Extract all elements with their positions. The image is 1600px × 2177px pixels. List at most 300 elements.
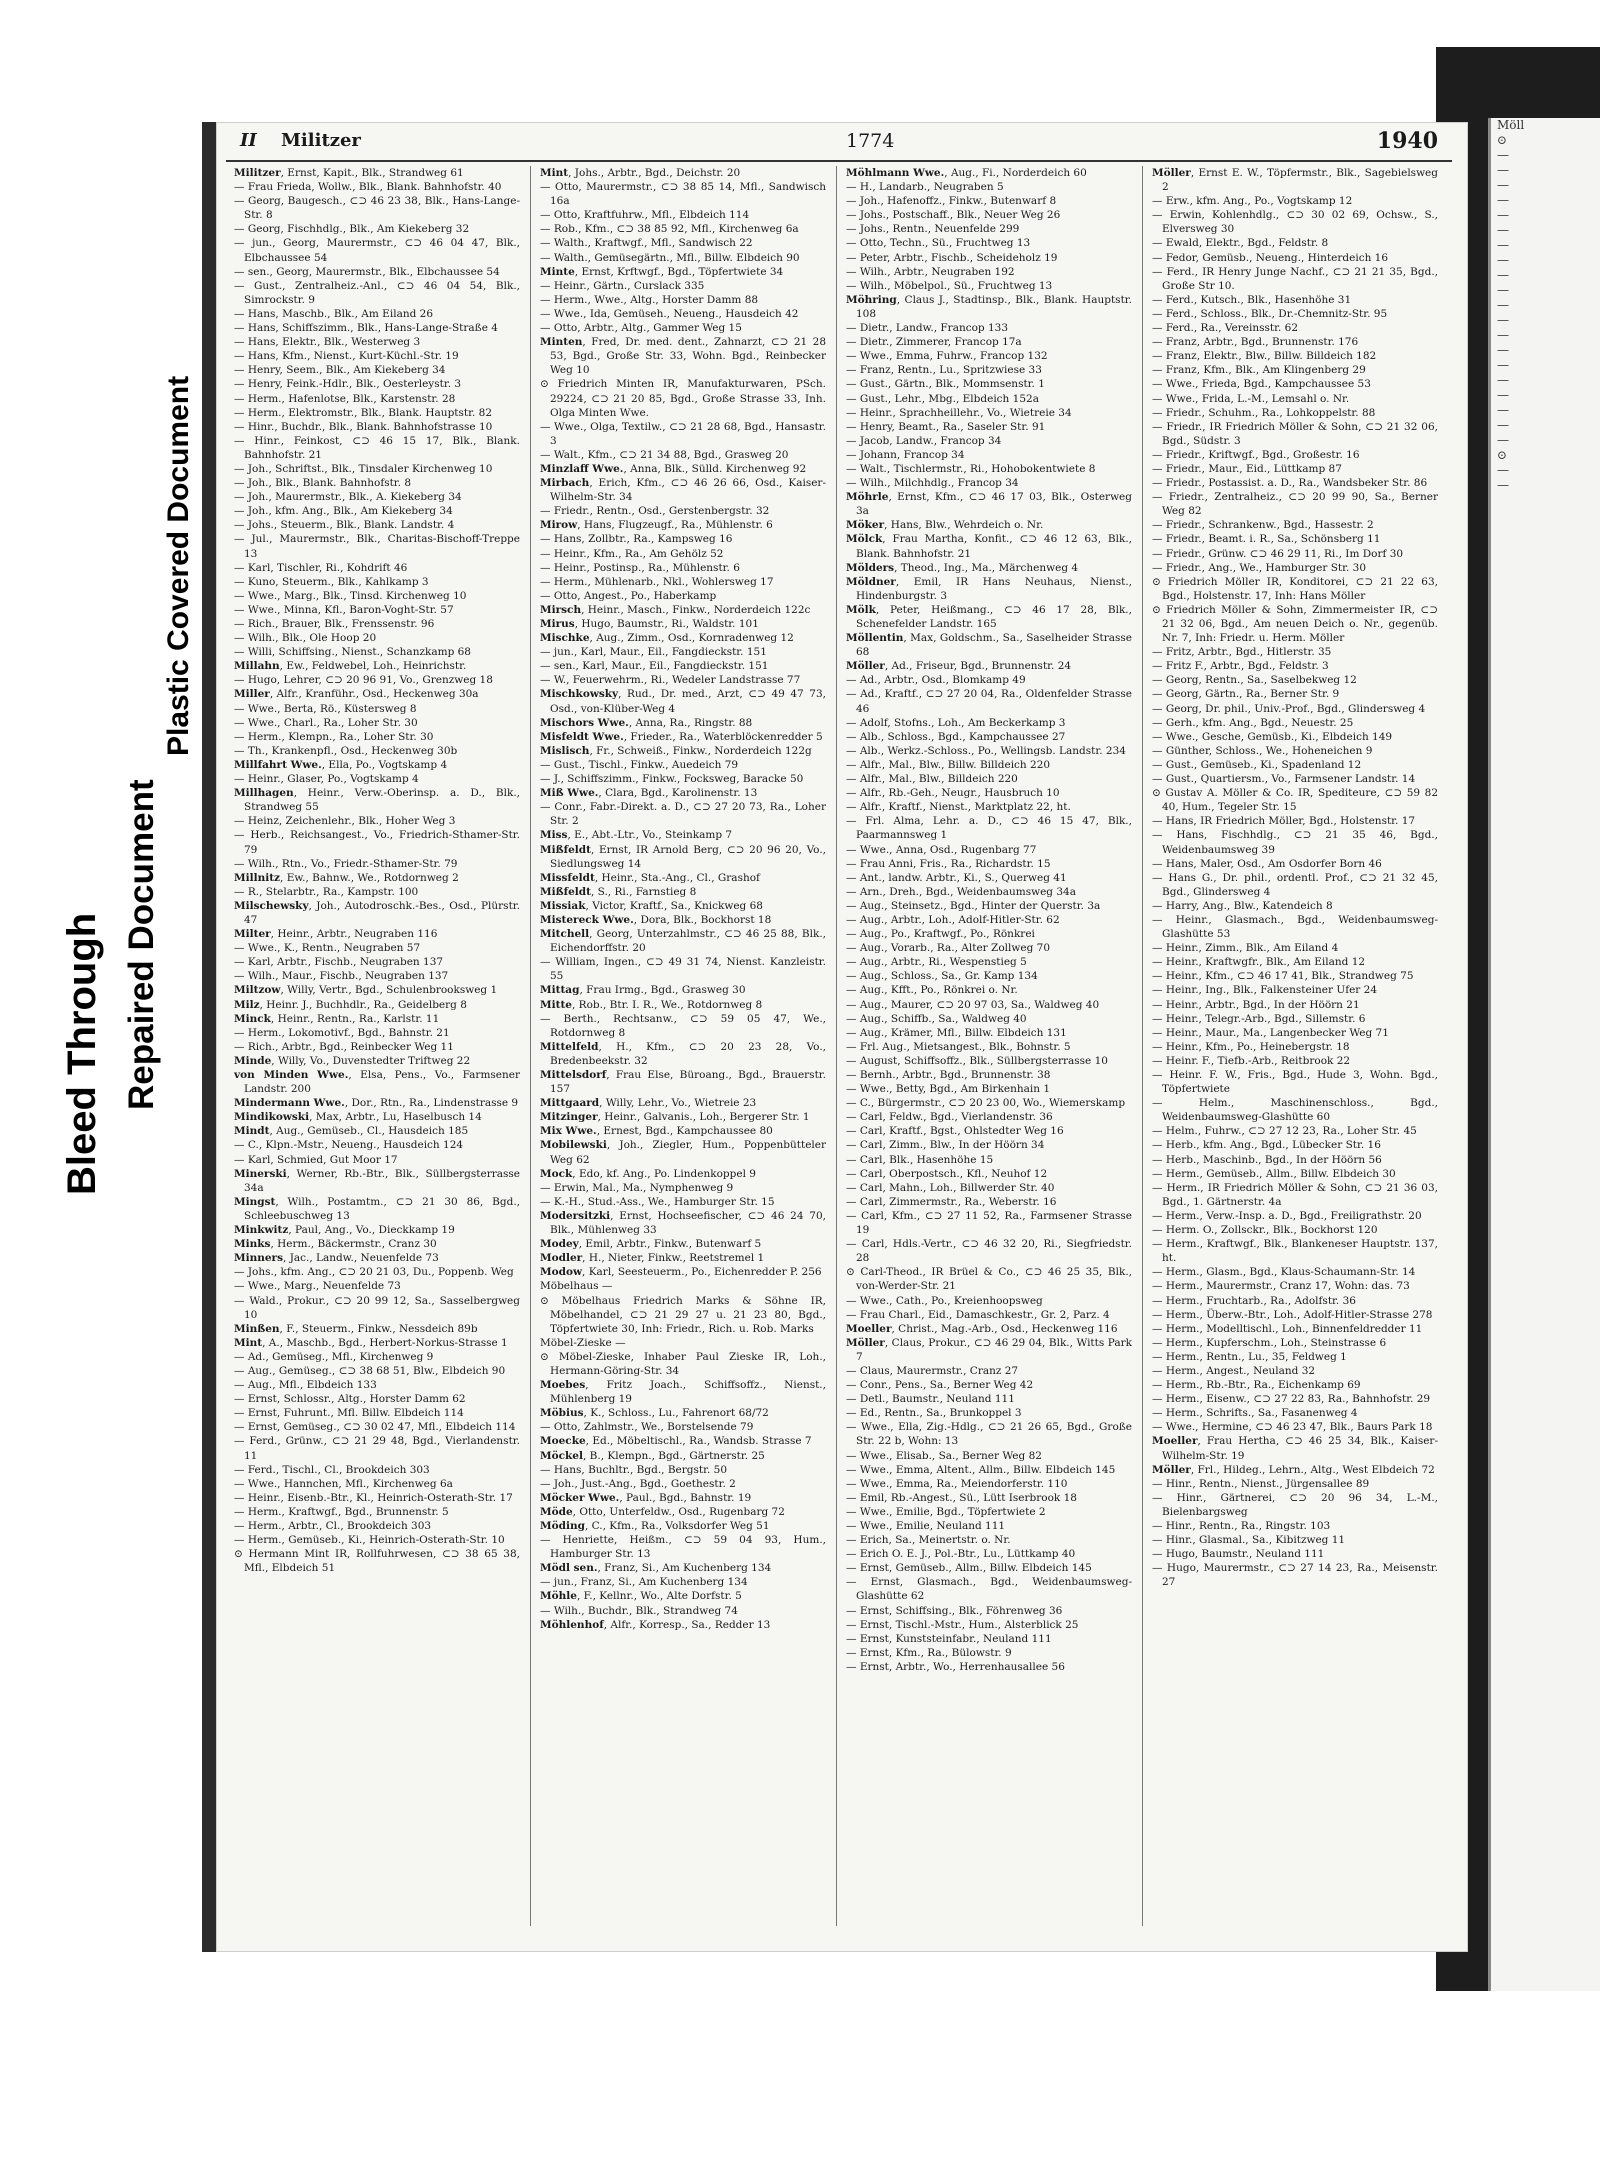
directory-entry: — William, Ingen., ⊂⊃ 49 31 74, Nienst. Kanzleistr. 55 [540, 956, 826, 983]
directory-entry: Mölk, Peter, Heißmang., ⊂⊃ 46 17 28, Blk., Schenefelder Landstr. 165 [846, 603, 1132, 630]
directory-entry: — Friedr., Beamt. i. R., Sa., Schönsberg 11 [1152, 533, 1381, 546]
directory-entry: — Franz, Elektr., Blw., Billw. Billdeich 182 [1152, 350, 1377, 363]
directory-entry: Minde, Willy, Vo., Duvenstedter Triftweg 22 [234, 1054, 471, 1067]
directory-entry: ⊙ Friedrich Möller IR, Konditorei, ⊂⊃ 21 22 63, Bgd., Holstenstr. 17, Inh: Hans Möller [1152, 575, 1438, 602]
directory-entry: — Georg, Gärtn., Ra., Berner Str. 9 [1152, 688, 1340, 701]
directory-entry: — Walt., Tischlermstr., Ri., Hohobokentwiete 8 [846, 462, 1096, 475]
directory-entry: — Heinr., Ing., Blk., Falkensteiner Ufer 24 [1152, 984, 1378, 997]
directory-entry: Moecke, Ed., Möbeltischl., Ra., Wandsb. Strasse 7 [540, 1435, 812, 1448]
directory-entry: Mischkowsky, Rud., Dr. med., Arzt, ⊂⊃ 49 47 73, Osd., von-Klüber-Weg 4 [540, 688, 826, 715]
directory-entry: — Franz, Arbtr., Bgd., Brunnenstr. 176 [1152, 336, 1359, 349]
directory-entry: — Gust., Lehr., Mbg., Elbdeich 152a [846, 392, 1039, 405]
directory-entry: — Ant., landw. Arbtr., Ki., S., Querweg 41 [846, 871, 1067, 884]
facing-page-fragment: — [1497, 208, 1509, 222]
directory-entry: — Hans G., Dr. phil., ordentl. Prof., ⊂⊃ 21 32 45, Bgd., Glindersweg 4 [1152, 871, 1438, 898]
directory-entry: — Wwe., Betty, Bgd., Am Birkenhain 1 [846, 1083, 1051, 1096]
directory-entry: ⊙ Möbelhaus Friedrich Marks & Söhne IR, Möbelhandel, ⊂⊃ 21 29 27 u. 21 23 80, Bgd., Töpfertwiete 30, Inh: Friedr., Rich. u. Rob. Marks [540, 1294, 826, 1335]
directory-entry: — Herm., Kraftwgf., Blk., Blankeneser Hauptstr. 137, ht. [1152, 1238, 1438, 1265]
directory-entry: — Alfr., Mal., Blw., Billw. Billdeich 220 [846, 758, 1051, 771]
directory-entry: — Herm., Glasm., Bgd., Klaus-Schaumann-Str. 14 [1152, 1266, 1416, 1279]
directory-entry: Möldner, Emil, IR Hans Neuhaus, Nienst., Hindenburgstr. 3 [846, 575, 1132, 602]
directory-entry: Modow, Karl, Seesteuerm., Po., Eichenredder P. 256 [540, 1266, 822, 1279]
directory-entry: — Joh., Maurermstr., Blk., A. Kiekeberg 34 [234, 491, 462, 504]
directory-entry: — Heinr., Postinsp., Ra., Mühlenstr. 6 [540, 561, 740, 574]
directory-entry: — Adolf, Stofns., Loh., Am Beckerkamp 3 [846, 716, 1066, 729]
directory-entry: — Friedr., Postassist. a. D., Ra., Wandsbeker Str. 86 [1152, 477, 1428, 490]
directory-entry: — Dietr., Zimmerer, Francop 17a [846, 336, 1022, 349]
directory-entry: — Hinr., Buchdr., Blk., Blank. Bahnhofstrasse 10 [234, 420, 493, 433]
directory-entry: — Wilh., Rtn., Vo., Friedr.-Sthamer-Str. 79 [234, 857, 458, 870]
directory-entry: — Hinr., Rentn., Ra., Ringstr. 103 [1152, 1520, 1331, 1532]
facing-page-fragment: — [1497, 313, 1509, 327]
directory-entry: — Friedr., Schrankenw., Bgd., Hassestr. 2 [1152, 519, 1374, 532]
directory-entry: Mölders, Theod., Ing., Ma., Märchenweg 4 [846, 561, 1079, 574]
directory-entry: — Carl, Hdls.-Vertr., ⊂⊃ 46 32 20, Ri., Siegfriedstr. 28 [846, 1238, 1132, 1265]
directory-entry: — Alfr., Kraftf., Nienst., Marktplatz 22, ht. [846, 801, 1071, 814]
directory-entry: — Hans, Schiffszimm., Blk., Hans-Lange-Straße 4 [234, 322, 498, 335]
directory-entry: Misfeldt Wwe., Frieder., Ra., Waterblöckenredder 5 [540, 730, 823, 743]
facing-page-fragment: — [1497, 418, 1509, 432]
directory-entry: — Conr., Fabr.-Direkt. a. D., ⊂⊃ 27 20 73, Ra., Loher Str. 2 [540, 801, 826, 828]
directory-entry: Milter, Heinr., Arbtr., Neugraben 116 [234, 928, 438, 941]
directory-entry: — Carl, Feldw., Bgd., Vierlandenstr. 36 [846, 1111, 1053, 1124]
directory-entry: Minkwitz, Paul, Ang., Vo., Dieckkamp 19 [234, 1224, 455, 1237]
directory-entry: von Minden Wwe., Elsa, Pens., Vo., Farmsener Landstr. 200 [234, 1069, 520, 1096]
directory-entry: Mißfeldt, Ernst, IR Arnold Berg, ⊂⊃ 20 96 20, Vo., Siedlungsweg 14 [540, 843, 826, 870]
facing-page-fragment: — [1497, 463, 1509, 477]
directory-entry: — Helm., Maschinenschloss., Bgd., Weidenbaumsweg-Glashütte 60 [1152, 1097, 1438, 1124]
directory-entry: Möbius, K., Schloss., Lu., Fahrenort 68/72 [540, 1407, 769, 1420]
plastic-covered-label: Plastic Covered Document [162, 375, 195, 756]
directory-entry: — Joh., Hafenoffz., Finkw., Butenwarf 8 [846, 195, 1057, 208]
facing-page-fragment: — [1497, 478, 1509, 492]
directory-entry: Moebes, Fritz Joach., Schiffsoffz., Nienst., Mühlenberg 19 [540, 1379, 826, 1406]
directory-entry: — jun., Franz, Si., Am Kuchenberg 134 [540, 1576, 748, 1589]
directory-entry: Mislisch, Fr., Schweiß., Finkw., Norderdeich 122g [540, 744, 812, 757]
directory-entry: — Otto, Arbtr., Altg., Gammer Weg 15 [540, 322, 742, 335]
directory-entry: — Erw., kfm. Ang., Po., Vogtskamp 12 [1152, 195, 1353, 208]
directory-entry: Miß Wwe., Clara, Bgd., Karolinenstr. 13 [540, 787, 758, 800]
directory-entry: — Rob., Kfm., ⊂⊃ 38 85 92, Mfl., Kirchenweg 6a [540, 223, 799, 236]
directory-entry: — Rich., Brauer, Blk., Frenssenstr. 96 [234, 618, 435, 630]
directory-entry: — Franz, Kfm., Blk., Am Klingenberg 29 [1152, 364, 1366, 377]
directory-entry: — Friedr., IR Friedrich Möller & Sohn, ⊂⊃ 21 32 06, Bgd., Südstr. 3 [1152, 420, 1438, 447]
directory-entry: — Arn., Dreh., Bgd., Weidenbaumsweg 34a [846, 885, 1076, 898]
directory-entry: — Gust., Gemüseb., Ki., Spadenland 12 [1152, 758, 1362, 771]
directory-entry: — Heinr. F. W., Fris., Bgd., Hude 3, Wohn. Bgd., Töpfertwiete [1152, 1069, 1438, 1096]
directory-entry: — R., Stelarbtr., Ra., Kampstr. 100 [234, 885, 419, 898]
directory-entry: Mirsch, Heinr., Masch., Finkw., Norderdeich 122c [540, 603, 811, 616]
directory-entry: — Frau Charl., Eid., Damaschkestr., Gr. 2, Parz. 4 [846, 1308, 1110, 1321]
directory-entry: — Karl, Schmied, Gut Moor 17 [234, 1153, 398, 1166]
directory-entry: — Georg, Dr. phil., Univ.-Prof., Bgd., Glindersweg 4 [1152, 702, 1426, 715]
directory-entry: Mint, Johs., Arbtr., Bgd., Deichstr. 20 [540, 167, 741, 179]
directory-entry: — Joh., kfm. Ang., Blk., Am Kiekeberg 34 [234, 505, 453, 518]
directory-entry: — Franz, Rentn., Lu., Spritzwiese 33 [846, 364, 1042, 377]
directory-entry: — Herm., Kraftwgf., Bgd., Brunnenstr. 5 [234, 1505, 449, 1518]
directory-entry: Möckel, B., Klempn., Bgd., Gärtnerstr. 25 [540, 1449, 765, 1462]
directory-entry: — K.-H., Stud.-Ass., We., Hamburger Str. 15 [540, 1195, 775, 1208]
directory-entry: — Hugo, Lehrer, ⊂⊃ 20 96 91, Vo., Grenzweg 18 [234, 674, 493, 687]
directory-entry: Möbelhaus — [540, 1280, 613, 1293]
directory-entry: — Walth., Gemüsegärtn., Mfl., Billw. Elbdeich 90 [540, 251, 800, 264]
directory-entry: — Gust., Gärtn., Blk., Mommsenstr. 1 [846, 378, 1045, 391]
directory-entry: Minten, Fred, Dr. med. dent., Zahnarzt, ⊂⊃ 21 28 53, Bgd., Große Str. 33, Wohn. Bgd., Reinbecker Weg 10 [540, 336, 826, 377]
directory-entry: — Frl. Aug., Mietsangest., Blk., Bohnstr. 5 [846, 1040, 1071, 1053]
directory-entry: — H., Landarb., Neugraben 5 [846, 181, 1004, 194]
directory-entry: — Aug., Arbtr., Loh., Adolf-Hitler-Str. 62 [846, 913, 1060, 926]
directory-entry: — Peter, Arbtr., Fischb., Scheideholz 19 [846, 251, 1058, 264]
directory-entry: — Wwe., Gesche, Gemüsb., Ki., Elbdeich 149 [1152, 730, 1393, 743]
directory-entry: — Wwe., Olga, Textilw., ⊂⊃ 21 28 68, Bgd., Hansastr. 3 [540, 420, 826, 447]
directory-entry: — Ernst, Tischl.-Mstr., Hum., Alsterblick 25 [846, 1618, 1079, 1631]
directory-entry: — Heinr., Glaser, Po., Vogtskamp 4 [234, 773, 419, 786]
directory-entry: — Ernst, Kunststeinfabr., Neuland 111 [846, 1632, 1052, 1645]
directory-entry: — Ernst, Fuhrunt., Mfl. Billw. Elbdeich 114 [234, 1407, 464, 1420]
facing-page-strip [1488, 118, 1600, 1991]
directory-entry: — Erwin, Mal., Ma., Nymphenweg 9 [540, 1181, 734, 1194]
directory-entry: — Walt., Kfm., ⊂⊃ 21 34 88, Bgd., Grasweg 20 [540, 448, 789, 461]
directory-entry: — Heinr., Sprachheillehr., Vo., Wietreie 34 [846, 406, 1072, 419]
directory-entry: — Wald., Prokur., ⊂⊃ 20 99 12, Sa., Sasselbergweg 10 [234, 1294, 520, 1321]
directory-entry: — Rich., Arbtr., Bgd., Reinbecker Weg 11 [234, 1040, 454, 1053]
directory-entry: — Friedr., Schuhm., Ra., Lohkoppelstr. 88 [1152, 406, 1376, 419]
directory-entry: — Friedr., Zentralheiz., ⊂⊃ 20 99 90, Sa., Berner Weg 82 [1152, 491, 1438, 518]
directory-entry: Mindermann Wwe., Dor., Rtn., Ra., Lindenstrasse 9 [234, 1097, 519, 1110]
directory-entry: — Berth., Rechtsanw., ⊂⊃ 59 05 47, We., Rotdornweg 8 [540, 1012, 826, 1039]
directory-entry: Möller, Frl., Hildeg., Lehrn., Altg., West Elbdeich 72 [1152, 1463, 1435, 1476]
directory-entry: — Aug., Schiffb., Sa., Waldweg 40 [846, 1012, 1027, 1025]
directory-entry: — Aug., Arbtr., Ri., Wespenstieg 5 [846, 956, 1027, 969]
directory-entry: — Hans, Kfm., Nienst., Kurt-Küchl.-Str. 19 [234, 350, 459, 363]
directory-entry: Millnitz, Ew., Bahnw., We., Rotdornweg 2 [234, 871, 459, 884]
directory-entry: — Hans, Maschb., Blk., Am Eiland 26 [234, 307, 434, 320]
directory-entry: — Frl. Alma, Lehr. a. D., ⊂⊃ 46 15 47, Blk., Paarmannsweg 1 [846, 815, 1132, 842]
facing-page-fragment: — [1497, 388, 1509, 402]
directory-entry: Möhle, F., Kellnr., Wo., Alte Dorfstr. 5 [540, 1590, 742, 1603]
directory-entry: — Carl, Oberpostsch., Kfl., Neuhof 12 [846, 1167, 1048, 1180]
directory-entry: Minck, Heinr., Rentn., Ra., Karlstr. 11 [234, 1012, 440, 1025]
directory-entry: Möhlmann Wwe., Aug., Fi., Norderdeich 60 [846, 167, 1087, 179]
directory-entry: — Heinr. F., Tiefb.-Arb., Reitbrook 22 [1152, 1054, 1351, 1067]
directory-entry: — Hans, Maler, Osd., Am Osdorfer Born 46 [1152, 857, 1382, 870]
directory-entry: — Wilh., Milchhdlg., Francop 34 [846, 477, 1019, 490]
directory-entry: — Wwe., Emma, Altent., Allm., Billw. Elbdeich 145 [846, 1463, 1116, 1476]
directory-entry: — Otto, Kraftfuhrw., Mfl., Elbdeich 114 [540, 209, 750, 222]
directory-entry: — Herm., Verw.-Insp. a. D., Bgd., Freiligrathstr. 20 [1152, 1209, 1422, 1222]
directory-entry: — Georg, Baugesch., ⊂⊃ 46 23 38, Blk., Hans-Lange-Str. 8 [234, 195, 520, 222]
directory-entry: — Johs., kfm. Ang., ⊂⊃ 20 21 03, Du., Poppenb. Weg [234, 1266, 514, 1279]
directory-entry: Möllentin, Max, Goldschm., Sa., Saselheider Strasse 68 [846, 632, 1132, 659]
facing-page-fragment: ⊙ [1497, 133, 1508, 147]
directory-entry: — Emil, Rb.-Angest., Sü., Lütt Iserbrook 18 [846, 1491, 1077, 1504]
directory-entry: Minte, Ernst, Krftwgf., Bgd., Töpfertwiete 34 [540, 265, 784, 278]
directory-entry: — Harry, Ang., Blw., Katendeich 8 [1152, 899, 1333, 912]
directory-entry: — Herm., Maurermstr., Cranz 17, Wohn: das. 73 [1152, 1280, 1410, 1293]
directory-entry: — Heinr., Kfm., ⊂⊃ 46 17 41, Blk., Strandweg 75 [1152, 970, 1414, 983]
directory-entry: — Claus, Maurermstr., Cranz 27 [846, 1364, 1019, 1377]
repaired-document-label: Repaired Document [122, 779, 161, 1110]
directory-entry: Möhring, Claus J., Stadtinsp., Blk., Blank. Hauptstr. 108 [846, 293, 1132, 320]
facing-page-fragment: — [1497, 433, 1509, 447]
directory-entry: — Herm., Rb.-Btr., Ra., Eichenkamp 69 [1152, 1379, 1361, 1392]
directory-entry: — Wwe., Minna, Kfl., Baron-Voght-Str. 57 [234, 603, 454, 616]
directory-entry: — Wwe., Marg., Neuenfelde 73 [234, 1280, 401, 1293]
directory-entry: — Ad., Kraftf., ⊂⊃ 27 20 04, Ra., Oldenfelder Strasse 46 [846, 688, 1132, 715]
directory-entry: Milschewsky, Joh., Autodroschk.-Bes., Osd., Plürstr. 47 [234, 899, 520, 926]
directory-entry: — Heinr., Glasmach., Bgd., Weidenbaumsweg-Glashütte 53 [1152, 913, 1438, 941]
directory-entry: Missiak, Victor, Kraftf., Sa., Knickweg 68 [540, 899, 763, 912]
directory-entry: — Heinr., Eisenb.-Btr., Kl., Heinrich-Osterath-Str. 17 [234, 1491, 513, 1504]
directory-entry: — Carl, Zimm., Blw., In der Höörn 34 [846, 1139, 1045, 1152]
directory-entry: — Herm., Gemüseb., Allm., Billw. Elbdeich 30 [1152, 1167, 1396, 1180]
directory-entry: — Henry, Beamt., Ra., Saseler Str. 91 [846, 420, 1046, 433]
directory-entry: — Ferd., IR Henry Junge Nachf., ⊂⊃ 21 21 35, Bgd., Große Str 10. [1152, 265, 1438, 292]
page-number: 1774 [846, 130, 895, 152]
directory-entry: — Ernst, Gemüseg., ⊂⊃ 30 02 47, Mfl., Elbdeich 114 [234, 1421, 516, 1434]
directory-entry: — Friedr., Kriftwgf., Bgd., Großestr. 16 [1152, 448, 1360, 461]
directory-entry: Mittelfeld, H., Kfm., ⊂⊃ 20 23 28, Vo., Bredenbeekstr. 32 [540, 1040, 826, 1067]
directory-entry: — Carl, Blk., Hasenhöhe 15 [846, 1153, 994, 1166]
directory-entry: — Hinr., Gärtnerei, ⊂⊃ 20 96 34, L.-M., Bielenbargsweg [1152, 1491, 1438, 1518]
directory-entry: — Hans, Fischhdlg., ⊂⊃ 21 35 46, Bgd., Weidenbaumsweg 39 [1152, 829, 1438, 856]
directory-entry: — Ewald, Elektr., Bgd., Feldstr. 8 [1152, 237, 1329, 250]
directory-entry: — Aug., Mfl., Elbdeich 133 [234, 1379, 377, 1392]
directory-entry: — Otto, Angest., Po., Haberkamp [540, 589, 717, 602]
directory-entry: Missfeldt, Heinr., Sta.-Ang., Cl., Grashof [540, 871, 760, 884]
column-rule [530, 166, 531, 1926]
directory-page [202, 122, 1468, 1952]
directory-entry: Moeller, Christ., Mag.-Arb., Osd., Heckenweg 116 [846, 1322, 1118, 1335]
directory-entry: — Ferd., Grünw., ⊂⊃ 21 29 48, Bgd., Vierlandenstr. 11 [234, 1435, 520, 1462]
facing-page-fragment: — [1497, 343, 1509, 357]
directory-entry: — Wwe., Emilie, Neuland 111 [846, 1520, 1006, 1532]
directory-entry: — Herm., Angest., Neuland 32 [1152, 1364, 1316, 1377]
directory-entry: — Herb., kfm. Ang., Bgd., Lübecker Str. 16 [1152, 1139, 1381, 1152]
facing-page-fragment: — [1497, 193, 1509, 207]
directory-entry: Mindikowski, Max, Arbtr., Lu, Haselbusch 14 [234, 1111, 482, 1124]
directory-entry: — August, Schiffsoffz., Blk., Süllbergsterrasse 10 [846, 1054, 1108, 1067]
directory-entry: Möker, Hans, Blw., Wehrdeich o. Nr. [846, 519, 1044, 532]
directory-entry: — Jul., Maurermstr., Blk., Charitas-Bischoff-Treppe 13 [234, 533, 520, 560]
directory-entry: — Herb., Maschinb., Bgd., In der Höörn 56 [1152, 1153, 1382, 1166]
directory-entry: — Th., Krankenpfl., Osd., Heckenweg 30b [234, 744, 458, 757]
directory-entry: Millhagen, Heinr., Verw.-Oberinsp. a. D., Blk., Strandweg 55 [234, 787, 520, 814]
directory-entry: Mißfeldt, S., Ri., Farnstieg 8 [540, 885, 697, 898]
facing-page-fragment: — [1497, 253, 1509, 267]
directory-entry: Minzlaff Wwe., Anna, Blk., Sülld. Kirchenweg 92 [540, 462, 807, 475]
directory-entry: — Gust., Quartiersm., Vo., Farmsener Landstr. 14 [1152, 773, 1416, 786]
directory-entry: — Wwe., K., Rentn., Neugraben 57 [234, 942, 421, 955]
directory-entry: — Ernst, Glasmach., Bgd., Weidenbaumsweg-Glashütte 62 [846, 1576, 1132, 1603]
column-4 [1152, 166, 1438, 1926]
column-rule [836, 166, 837, 1926]
column-rule [1142, 166, 1143, 1926]
facing-page-fragment: — [1497, 283, 1509, 297]
directory-entry: — Heinr., Arbtr., Bgd., In der Höörn 21 [1152, 998, 1360, 1011]
directory-entry: — Aug., Gemüseg., ⊂⊃ 38 68 51, Blw., Elbdeich 90 [234, 1364, 506, 1377]
directory-entry: — Ferd., Schloss., Blk., Dr.-Chemnitz-Str. 95 [1152, 307, 1388, 320]
facing-page-fragment: — [1497, 148, 1509, 162]
directory-entry: Milz, Heinr. J., Buchhdlr., Ra., Geidelberg 8 [234, 998, 467, 1011]
facing-page-fragment: — [1497, 238, 1509, 252]
column-marker: II [240, 130, 257, 151]
directory-entry: — Fritz F., Arbtr., Bgd., Feldstr. 3 [1152, 660, 1329, 673]
directory-entry: — Ferd., Ra., Vereinsstr. 62 [1152, 322, 1299, 335]
directory-entry: — Aug., Schloss., Sa., Gr. Kamp 134 [846, 970, 1038, 983]
directory-entry: Mölck, Frau Martha, Konfit., ⊂⊃ 46 12 63, Blk., Blank. Bahnhofstr. 21 [846, 533, 1132, 560]
directory-entry: — Wwe., Hermine, ⊂⊃ 46 23 47, Blk., Baurs Park 18 [1152, 1421, 1433, 1434]
directory-entry: Mischors Wwe., Anna, Ra., Ringstr. 88 [540, 716, 753, 729]
directory-entry: — Aug., Vorarb., Ra., Alter Zollweg 70 [846, 942, 1050, 955]
directory-entry: Militzer, Ernst, Kapit., Blk., Strandweg 61 [234, 167, 464, 179]
directory-entry: — Hinr., Glasmal., Sa., Kibitzweg 11 [1152, 1534, 1346, 1547]
directory-entry: ⊙ Carl-Theod., IR Brüel & Co., ⊂⊃ 46 25 35, Blk., von-Werder-Str. 21 [846, 1266, 1132, 1293]
directory-entry: — Friedr., Ang., We., Hamburger Str. 30 [1152, 561, 1367, 574]
directory-entry: — Aug., Steinsetz., Bgd., Hinter der Querstr. 3a [846, 899, 1101, 912]
directory-entry: — Joh., Blk., Blank. Bahnhofstr. 8 [234, 477, 412, 490]
directory-entry: — Otto, Techn., Sü., Fruchtweg 13 [846, 237, 1031, 250]
directory-entry: — Herm., Lokomotivf., Bgd., Bahnstr. 21 [234, 1026, 450, 1039]
directory-entry: — Wilh., Maur., Fischb., Neugraben 137 [234, 970, 449, 983]
directory-entry: — Wwe., Marg., Blk., Tinsd. Kirchenweg 10 [234, 589, 467, 602]
directory-entry: Mirus, Hugo, Baumstr., Ri., Waldstr. 101 [540, 618, 759, 630]
directory-entry: — Hugo, Baumstr., Neuland 111 [1152, 1548, 1325, 1561]
directory-entry: — jun., Karl, Maur., Eil., Fangdieckstr. 151 [540, 646, 767, 659]
directory-entry: — Alfr., Mal., Blw., Billdeich 220 [846, 773, 1018, 786]
bleed-through-label: Bleed Through [60, 912, 104, 1195]
directory-entry: — Herm., Elektromstr., Blk., Blank. Hauptstr. 82 [234, 406, 493, 419]
directory-entry: Mingst, Wilh., Postamtm., ⊂⊃ 21 30 86, Bgd., Schleebuschweg 13 [234, 1195, 520, 1222]
directory-entry: — Aug., Krämer, Mfl., Billw. Elbdeich 131 [846, 1026, 1067, 1039]
directory-entry: Mittgaard, Willy, Lehr., Vo., Wietreie 23 [540, 1097, 757, 1110]
directory-entry: ⊙ Friedrich Möller & Sohn, Zimmermeister IR, ⊂⊃ 21 32 06, Bgd., Am neuen Deich o. Nr., gegenüb. Nr. 7, Inh: Friedr. u. Herm. Möller [1152, 603, 1438, 645]
directory-entry: — Herm., Eisenw., ⊂⊃ 27 22 83, Ra., Bahnhofstr. 29 [1152, 1393, 1431, 1406]
directory-entry: — Ferd., Tischl., Cl., Brookdeich 303 [234, 1463, 430, 1476]
directory-entry: — Fritz, Arbtr., Bgd., Hitlerstr. 35 [1152, 646, 1332, 659]
directory-year: 1940 [1376, 128, 1438, 154]
running-head-surname: Militzer [281, 130, 361, 151]
directory-entry: — Herm., Fruchtarb., Ra., Adolfstr. 36 [1152, 1294, 1356, 1307]
directory-entry: Minerski, Werner, Rb.-Btr., Blk., Süllbergsterrasse 34a [234, 1167, 520, 1194]
directory-entry: — Wwe., Emma, Fuhrw., Francop 132 [846, 350, 1048, 363]
directory-entry: ⊙ Friedrich Minten IR, Manufakturwaren, PSch. 29224, ⊂⊃ 21 20 85, Bgd., Große Strasse 33, Inh. Olga Minten Wwe. [540, 378, 826, 419]
directory-entry: — Wwe., Ida, Gemüseh., Neueng., Hausdeich 42 [540, 307, 799, 320]
directory-entry: — Carl, Kfm., ⊂⊃ 27 11 52, Ra., Farmsener Strasse 19 [846, 1209, 1132, 1237]
directory-entry: — Carl, Kraftf., Bgst., Ohlstedter Weg 16 [846, 1125, 1064, 1138]
directory-entry: — Carl, Zimmermstr., Ra., Weberstr. 16 [846, 1195, 1057, 1208]
directory-entry: Mitchell, Georg, Unterzahlmstr., ⊂⊃ 46 25 88, Blk., Eichendorffstr. 20 [540, 928, 826, 955]
directory-entry: Möding, C., Kfm., Ra., Volksdorfer Weg 51 [540, 1520, 770, 1532]
directory-entry: — Ferd., Kutsch., Blk., Hasenhöhe 31 [1152, 293, 1352, 306]
directory-entry: Mirbach, Erich, Kfm., ⊂⊃ 46 26 66, Osd., Kaiser-Wilhelm-Str. 34 [540, 477, 826, 504]
directory-entry: Miss, E., Abt.-Ltr., Vo., Steinkamp 7 [540, 829, 733, 842]
directory-entry: — Ernst, Schlossr., Altg., Horster Damm 62 [234, 1393, 466, 1406]
directory-entry: — Wwe., Frida, L.-M., Lemsahl o. Nr. [1152, 392, 1350, 405]
directory-entry: — Friedr., Rentn., Osd., Gerstenbergstr. 32 [540, 505, 770, 518]
directory-entry: ⊙ Gustav A. Möller & Co. IR, Spediteure, ⊂⊃ 59 82 40, Hum., Tegeler Str. 15 [1152, 787, 1438, 814]
directory-entry: — Herm., Überw.-Btr., Loh., Adolf-Hitler-Strasse 278 [1152, 1308, 1433, 1321]
directory-entry: — C., Bürgermstr., ⊂⊃ 20 23 00, Wo., Wiemerskamp [846, 1097, 1126, 1110]
directory-entry: — Gust., Tischl., Finkw., Auedeich 79 [540, 758, 739, 771]
directory-entry: — Heinr., Kfm., Po., Heinebergstr. 18 [1152, 1040, 1350, 1053]
directory-entry: Mobilewski, Joh., Ziegler, Hum., Poppenbütteler Weg 62 [540, 1139, 826, 1166]
directory-entry: — Jacob, Landw., Francop 34 [846, 434, 1002, 447]
directory-entry: — Hans, IR Friedrich Möller, Bgd., Holstenstr. 17 [1152, 815, 1416, 828]
directory-entry: Miltzow, Willy, Vertr., Bgd., Schulenbrooksweg 1 [234, 984, 498, 997]
directory-entry: — Carl, Mahn., Loh., Billwerder Str. 40 [846, 1181, 1055, 1194]
facing-page-fragment: — [1497, 298, 1509, 312]
directory-entry: — Ad., Arbtr., Osd., Blomkamp 49 [846, 674, 1026, 687]
directory-entry: — Heinr., Kraftwgfr., Blk., Am Eiland 12 [1152, 956, 1366, 969]
directory-entry: — W., Feuerwehrm., Ri., Wedeler Landstrasse 77 [540, 674, 801, 687]
directory-entry: — Alb., Schloss., Bgd., Kampchaussee 27 [846, 730, 1066, 743]
page-header [226, 126, 1452, 162]
facing-page-fragment: — [1497, 373, 1509, 387]
directory-entry: — Friedr., Maur., Eid., Lüttkamp 87 [1152, 462, 1342, 475]
directory-entry: — Friedr., Grünw. ⊂⊃ 46 29 11, Ri., Im Dorf 30 [1152, 547, 1404, 560]
directory-entry: — Hinr., Feinkost, ⊂⊃ 46 15 17, Blk., Blank. Bahnhofstr. 21 [234, 434, 520, 461]
directory-entry: — Frau Frieda, Wollw., Blk., Blank. Bahnhofstr. 40 [234, 181, 502, 194]
directory-entry: — Hans, Buchltr., Bgd., Bergstr. 50 [540, 1463, 728, 1476]
directory-entry: — Wilh., Arbtr., Neugraben 192 [846, 265, 1015, 278]
directory-entry: — Wwe., Charl., Ra., Loher Str. 30 [234, 716, 418, 729]
facing-page-fragment: — [1497, 328, 1509, 342]
facing-page-fragment: — [1497, 223, 1509, 237]
directory-entry: Minks, Herm., Bäckermstr., Cranz 30 [234, 1238, 437, 1251]
directory-entry: — Ed., Rentn., Sa., Brunkoppel 3 [846, 1407, 1022, 1420]
directory-entry: ⊙ Hermann Mint IR, Rollfuhrwesen, ⊂⊃ 38 65 38, Mfl., Elbdeich 51 [234, 1548, 520, 1575]
facing-page-fragment: — [1497, 403, 1509, 417]
directory-entry: Modler, H., Nieter, Finkw., Reetstremel 1 [540, 1252, 765, 1265]
directory-entry: Millahn, Ew., Feldwebel, Loh., Heinrichstr. [234, 660, 467, 673]
directory-entry: — Wwe., Frieda, Bgd., Kampchaussee 53 [1152, 378, 1371, 391]
directory-entry: Möller, Claus, Prokur., ⊂⊃ 46 29 04, Blk., Witts Park 7 [846, 1336, 1132, 1363]
directory-entry: — Heinr., Zimm., Blk., Am Eiland 4 [1152, 942, 1339, 955]
directory-entry: — Bernh., Arbtr., Bgd., Brunnenstr. 38 [846, 1069, 1051, 1081]
directory-entry: — Helm., Fuhrw., ⊂⊃ 27 12 23, Ra., Loher Str. 45 [1152, 1125, 1417, 1138]
directory-entry: — Wilh., Möbelpol., Sü., Fruchtweg 13 [846, 279, 1053, 292]
directory-entry: — Wwe., Berta, Rö., Küstersweg 8 [234, 702, 417, 715]
directory-entry: — jun., Georg, Maurermstr., ⊂⊃ 46 04 47, Blk., Elbchaussee 54 [234, 237, 520, 264]
directory-entry: — Heinr., Maur., Ma., Langenbecker Weg 71 [1152, 1026, 1389, 1039]
directory-entry: — Karl, Arbtr., Fischb., Neugraben 137 [234, 956, 444, 969]
directory-entry: — Herm., Arbtr., Cl., Brookdeich 303 [234, 1520, 432, 1532]
directory-entry: — Aug., Maurer, ⊂⊃ 20 97 03, Sa., Waldweg 40 [846, 998, 1100, 1011]
directory-entry: Mittelsdorf, Frau Else, Büroang., Bgd., Brauerstr. 157 [540, 1069, 826, 1096]
directory-entry: — Ernst, Arbtr., Wo., Herrenhausallee 56 [846, 1660, 1065, 1673]
directory-entry: — Herm. O., Zollsckr., Blk., Bockhorst 120 [1152, 1224, 1378, 1237]
facing-page-fragment: — [1497, 358, 1509, 372]
column-1 [234, 166, 520, 1926]
directory-entry: — Heinr., Kfm., Ra., Am Gehölz 52 [540, 547, 724, 560]
directory-entry: — Herm., Wwe., Altg., Horster Damm 88 [540, 293, 759, 306]
directory-entry: — Wilh., Buchdr., Blk., Strandweg 74 [540, 1604, 738, 1617]
directory-entry: — Frau Anni, Fris., Ra., Richardstr. 15 [846, 857, 1051, 870]
directory-entry: — Heinr., Gärtn., Curslack 335 [540, 279, 705, 292]
facing-page-fragment: Möll [1497, 118, 1525, 132]
directory-entry: — Conr., Pens., Sa., Berner Weg 42 [846, 1379, 1034, 1392]
directory-entry: — Herb., Reichsangest., Vo., Friedrich-Sthamer-Str. 79 [234, 829, 520, 856]
directory-entry: — sen., Georg, Maurermstr., Blk., Elbchaussee 54 [234, 265, 500, 278]
directory-entry: — Wwe., Hannchen, Mfl., Kirchenweg 6a [234, 1477, 453, 1490]
directory-entry: — Walth., Kraftwgf., Mfl., Sandwisch 22 [540, 237, 753, 250]
directory-entry: — Johs., Rentn., Neuenfelde 299 [846, 223, 1020, 236]
directory-entry: Mitte, Rob., Btr. I. R., We., Rotdornweg 8 [540, 998, 763, 1011]
directory-entry: — Günther, Schloss., We., Hoheneichen 9 [1152, 744, 1373, 757]
directory-entry: — Hans, Elektr., Blk., Westerweg 3 [234, 336, 421, 349]
directory-entry: — Fedor, Gemüsb., Neueng., Hinterdeich 16 [1152, 251, 1389, 264]
